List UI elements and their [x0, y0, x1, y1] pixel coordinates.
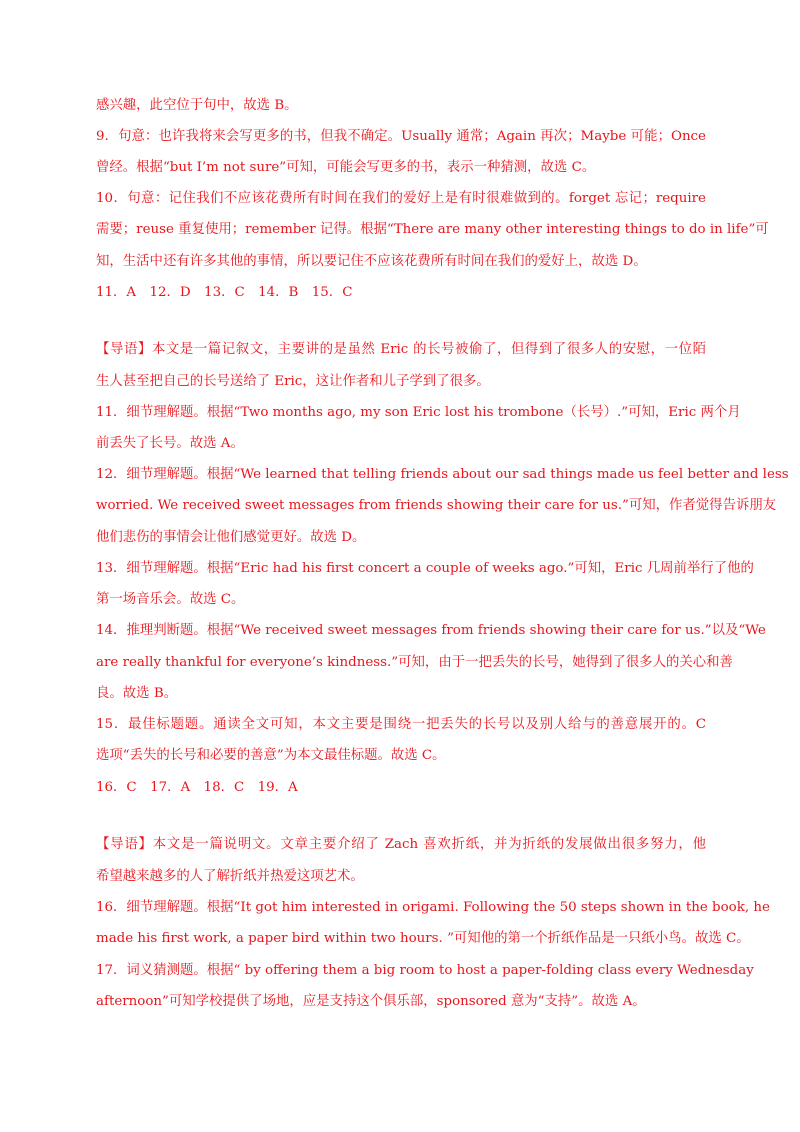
text-line: are really thankful for everyone’s kindness.”可知，由于一把丢失的长号，她得到了很多人的关心和善: [96, 655, 733, 670]
text-line: 第一场音乐会。故选 C。: [96, 592, 245, 607]
text-line: 14．推理判断题。根据“We received sweet messages from friends showing their care for us.”以及“We: [96, 623, 766, 638]
text-line: worried. We received sweet messages from friends showing their care for us.”可知，作者觉得告诉朋友: [96, 498, 777, 513]
text-line: 15．最佳标题题。通读全文可知，本文主要是围绕一把丢失的长号以及别人给与的善意展开的。C: [96, 717, 706, 732]
text-line: 知，生活中还有许多其他的事情，所以要记住不应该花费所有时间在我们的爱好上，故选 D。: [96, 254, 647, 269]
text-line: 选项“丢失的长号和必要的善意”为本文最佳标题。故选 C。: [96, 748, 446, 763]
text-line: 希望越来越多的人了解折纸并热爱这项艺术。: [96, 869, 364, 884]
text-line: 生人甚至把自己的长号送给了 Eric，这让作者和儿子学到了很多。: [96, 374, 490, 389]
guide-paragraph: 【导语】本文是一篇记叙文，主要讲的是虽然 Eric 的长号被偷了，但得到了很多人的安慰，一位陌: [96, 342, 706, 357]
text-line: 前丢失了长号。故选 A。: [96, 436, 244, 451]
text-line: 13．细节理解题。根据“Eric had his first concert a couple of weeks ago.”可知，Eric 几周前举行了他的: [96, 561, 754, 576]
text-line: 感兴趣，此空位于句中，故选 B。: [96, 98, 298, 113]
text-line: 10．句意：记住我们不应该花费所有时间在我们的爱好上是有时很难做到的。forget 忘记；require: [96, 191, 706, 206]
text-line: 良。故选 B。: [96, 686, 178, 701]
answer-key-line: 11．A 12．D 13．C 14．B 15．C: [96, 285, 353, 300]
text-line: 17．词义猜测题。根据“ by offering them a big room to host a paper-folding class every Wednesday: [96, 963, 754, 978]
text-line: 他们悲伤的事情会让他们感觉更好。故选 D。: [96, 530, 366, 545]
text-line: 9．句意：也许我将来会写更多的书，但我不确定。Usually 通常；Again 再次；Maybe 可能；Once: [96, 129, 706, 144]
text-line: 曾经。根据“but I’m not sure”可知，可能会写更多的书，表示一种猜测，故选 C。: [96, 160, 596, 175]
text-line: 需要；reuse 重复使用；remember 记得。根据“There are many other interesting things to do in life”可: [96, 222, 769, 237]
text-line: 16．细节理解题。根据“It got him interested in origami. Following the 50 steps shown in the book, he: [96, 900, 770, 915]
text-line: 11．细节理解题。根据“Two months ago, my son Eric lost his trombone（长号）.”可知，Eric 两个月: [96, 405, 741, 420]
text-line: made his first work, a paper bird within two hours. ”可知他的第一个折纸作品是一只纸小鸟。故选 C。: [96, 931, 750, 946]
guide-paragraph: 【导语】本文是一篇说明文。文章主要介绍了 Zach 喜欢折纸，并为折纸的发展做出很多努力，他: [96, 837, 706, 852]
text-line: afternoon”可知学校提供了场地，应是支持这个俱乐部，sponsored 意为“支持”。故选 A。: [96, 994, 646, 1009]
text-line: 12．细节理解题。根据“We learned that telling friends about our sad things made us feel better and less: [96, 467, 789, 482]
answer-key-line: 16．C 17．A 18．C 19．A: [96, 780, 298, 795]
